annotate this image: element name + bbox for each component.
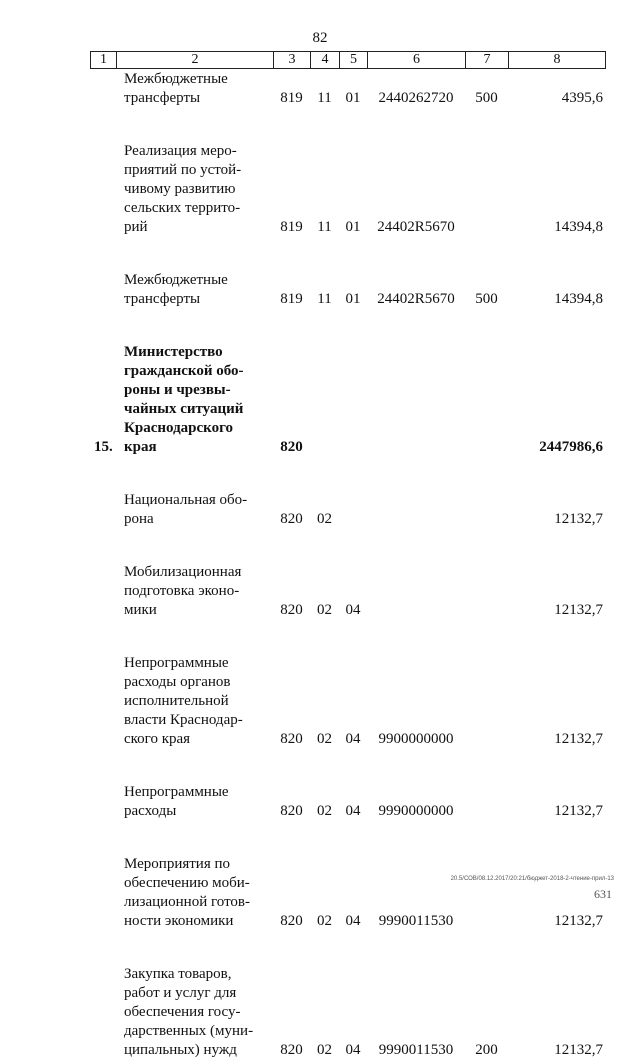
section-number	[90, 855, 116, 931]
column-number-8: 8	[509, 52, 606, 69]
table-row	[90, 563, 605, 620]
department-code: 820	[280, 731, 303, 747]
item-name-line: Межбюджетные	[124, 272, 228, 288]
expense-type-code: 500	[475, 291, 498, 307]
expense-type-code	[465, 563, 508, 620]
column-number-7: 7	[466, 52, 509, 69]
target-article-code: 9900000000	[378, 731, 454, 747]
amount: 14394,8	[554, 219, 603, 235]
expense-type-code	[465, 855, 508, 931]
amount: 14394,8	[554, 291, 603, 307]
section-number	[90, 142, 116, 237]
section-code: 02	[317, 602, 332, 618]
item-name-line: работ и услуг для	[124, 985, 237, 1001]
column-number-5: 5	[340, 52, 368, 69]
footer-document-code: 20.5/СОВ/08.12.2017/20:21/бюджет-2018-2-чтение-прил-13	[450, 876, 614, 882]
item-name-line: рона	[124, 511, 154, 527]
row-spacer	[90, 309, 605, 343]
section-code	[310, 343, 339, 457]
item-name-cell	[116, 271, 273, 309]
row-spacer-cell	[90, 309, 605, 343]
item-name-line: власти Краснодар-	[124, 712, 243, 728]
department-code: 820	[280, 913, 303, 929]
item-name-line: гражданской обо-	[124, 363, 244, 379]
table-row	[90, 965, 605, 1060]
item-name-cell	[116, 70, 273, 108]
item-name-line: Непрограммные	[124, 655, 229, 671]
amount: 12132,7	[554, 731, 603, 747]
row-spacer	[90, 931, 605, 965]
subsection-code: 01	[345, 90, 361, 106]
expense-type-code	[465, 343, 508, 457]
column-number-4: 4	[311, 52, 340, 69]
item-name-cell	[116, 491, 273, 529]
department-code: 820	[280, 439, 303, 455]
amount: 4395,6	[561, 90, 603, 106]
department-code: 819	[280, 219, 303, 235]
expense-type-code: 500	[475, 90, 498, 106]
item-name-line: Реализация меро-	[124, 143, 237, 159]
row-spacer-cell	[90, 749, 605, 783]
subsection-code: 04	[345, 913, 361, 929]
amount: 12132,7	[554, 803, 603, 819]
item-name-line: приятий по устой-	[124, 162, 242, 178]
item-name-line: ского края	[124, 731, 191, 747]
subsection-code: 04	[345, 731, 361, 747]
table-row	[90, 783, 605, 821]
subsection-code	[339, 343, 367, 457]
item-name-line: рий	[124, 219, 148, 235]
department-code: 819	[280, 291, 303, 307]
subsection-code: 01	[345, 219, 361, 235]
table-row	[90, 142, 605, 237]
item-name-line: Закупка товаров,	[124, 966, 232, 982]
section-code: 02	[317, 803, 332, 819]
item-name-line: обеспечения госу-	[124, 1004, 241, 1020]
item-name-line: роны и чрезвы-	[124, 382, 231, 398]
column-number-6: 6	[368, 52, 466, 69]
table-row	[90, 855, 605, 931]
item-name-cell	[116, 855, 273, 931]
item-name-cell	[116, 654, 273, 749]
department-code: 820	[280, 1042, 303, 1058]
row-spacer	[90, 108, 605, 142]
department-code: 819	[280, 90, 303, 106]
department-code: 820	[280, 602, 303, 618]
item-name-line: ципальных) нужд	[124, 1042, 237, 1058]
item-name-line: Мобилизационная	[124, 564, 242, 580]
item-name-line: Непрограммные	[124, 784, 229, 800]
item-name-line: Межбюджетные	[124, 71, 228, 87]
expense-type-code: 200	[475, 1042, 498, 1058]
amount: 12132,7	[554, 1042, 603, 1058]
expense-type-code	[465, 654, 508, 749]
column-number-2: 2	[117, 52, 274, 69]
amount: 12132,7	[554, 511, 603, 527]
row-spacer	[90, 620, 605, 654]
item-name-cell	[116, 783, 273, 821]
item-name-cell	[116, 142, 273, 237]
target-article-code: 9990011530	[378, 1042, 454, 1058]
section-number	[90, 271, 116, 309]
target-article-code: 9990000000	[378, 803, 454, 819]
expense-type-code	[465, 783, 508, 821]
row-spacer	[90, 749, 605, 783]
section-code: 02	[317, 913, 332, 929]
section-number	[90, 70, 116, 108]
section-code: 02	[317, 511, 332, 527]
item-name-line: расходы	[124, 803, 177, 819]
subsection-code: 04	[345, 602, 361, 618]
column-number-1: 1	[91, 52, 117, 69]
section-number	[90, 563, 116, 620]
item-name-line: дарственных (муни-	[124, 1023, 254, 1039]
section-number	[90, 654, 116, 749]
department-code: 820	[280, 803, 303, 819]
item-name-line: Краснодарского	[124, 420, 234, 436]
item-name-cell	[116, 343, 273, 457]
item-name-line: края	[124, 439, 157, 455]
expense-type-code	[465, 491, 508, 529]
target-article-code: 24402R5670	[377, 291, 455, 307]
row-spacer	[90, 457, 605, 491]
department-code: 820	[280, 511, 303, 527]
target-article-code: 24402R5670	[377, 219, 455, 235]
item-name-cell	[116, 563, 273, 620]
item-name-line: чайных ситуаций	[124, 401, 244, 417]
section-code: 02	[317, 1042, 332, 1058]
target-article-code	[367, 563, 465, 620]
section-code: 11	[317, 90, 332, 106]
subsection-code: 04	[345, 803, 361, 819]
item-name-line: исполнительной	[124, 693, 229, 709]
item-name-line: трансферты	[124, 90, 201, 106]
table-row	[90, 343, 605, 457]
sheet-number: 631	[594, 887, 612, 901]
section-code: 11	[317, 219, 332, 235]
row-spacer-cell	[90, 237, 605, 271]
amount: 12132,7	[554, 602, 603, 618]
item-name-line: мики	[124, 602, 157, 618]
item-name-line: Министерство	[124, 344, 223, 360]
section-number	[90, 965, 116, 1060]
row-spacer	[90, 237, 605, 271]
expense-type-code	[465, 142, 508, 237]
table-row	[90, 271, 605, 309]
row-spacer-cell	[90, 931, 605, 965]
section-number	[90, 491, 116, 529]
subsection-code: 01	[345, 291, 361, 307]
item-name-line: ности экономики	[124, 913, 234, 929]
item-name-line: расходы органов	[124, 674, 231, 690]
subsection-code	[339, 491, 367, 529]
row-spacer-cell	[90, 529, 605, 563]
subsection-code: 04	[345, 1042, 361, 1058]
row-spacer-cell	[90, 620, 605, 654]
table-row	[90, 491, 605, 529]
target-article-code	[367, 491, 465, 529]
row-spacer-cell	[90, 108, 605, 142]
column-number-header	[90, 51, 606, 69]
item-name-line: сельских террито-	[124, 200, 241, 216]
section-number: 15.	[94, 439, 113, 455]
target-article-code	[367, 343, 465, 457]
target-article-code: 9990011530	[378, 913, 454, 929]
item-name-line: обеспечению моби-	[124, 875, 250, 891]
amount: 12132,7	[554, 913, 603, 929]
table-row	[90, 70, 605, 108]
row-spacer	[90, 821, 605, 855]
item-name-line: Мероприятия по	[124, 856, 231, 872]
section-code: 02	[317, 731, 332, 747]
row-spacer-cell	[90, 821, 605, 855]
row-spacer	[90, 529, 605, 563]
amount: 2447986,6	[539, 439, 603, 455]
item-name-line: подготовка эконо-	[124, 583, 240, 599]
item-name-line: лизационной готов-	[124, 894, 250, 910]
section-code: 11	[317, 291, 332, 307]
table-row	[90, 654, 605, 749]
item-name-line: трансферты	[124, 291, 201, 307]
item-name-line: чивому развитию	[124, 181, 236, 197]
row-spacer-cell	[90, 457, 605, 491]
item-name-line: Национальная обо-	[124, 492, 248, 508]
page-number: 82	[312, 30, 328, 46]
item-name-cell	[116, 965, 273, 1060]
section-number	[90, 783, 116, 821]
column-number-3: 3	[274, 52, 311, 69]
target-article-code: 2440262720	[378, 90, 454, 106]
budget-table	[90, 70, 605, 1060]
